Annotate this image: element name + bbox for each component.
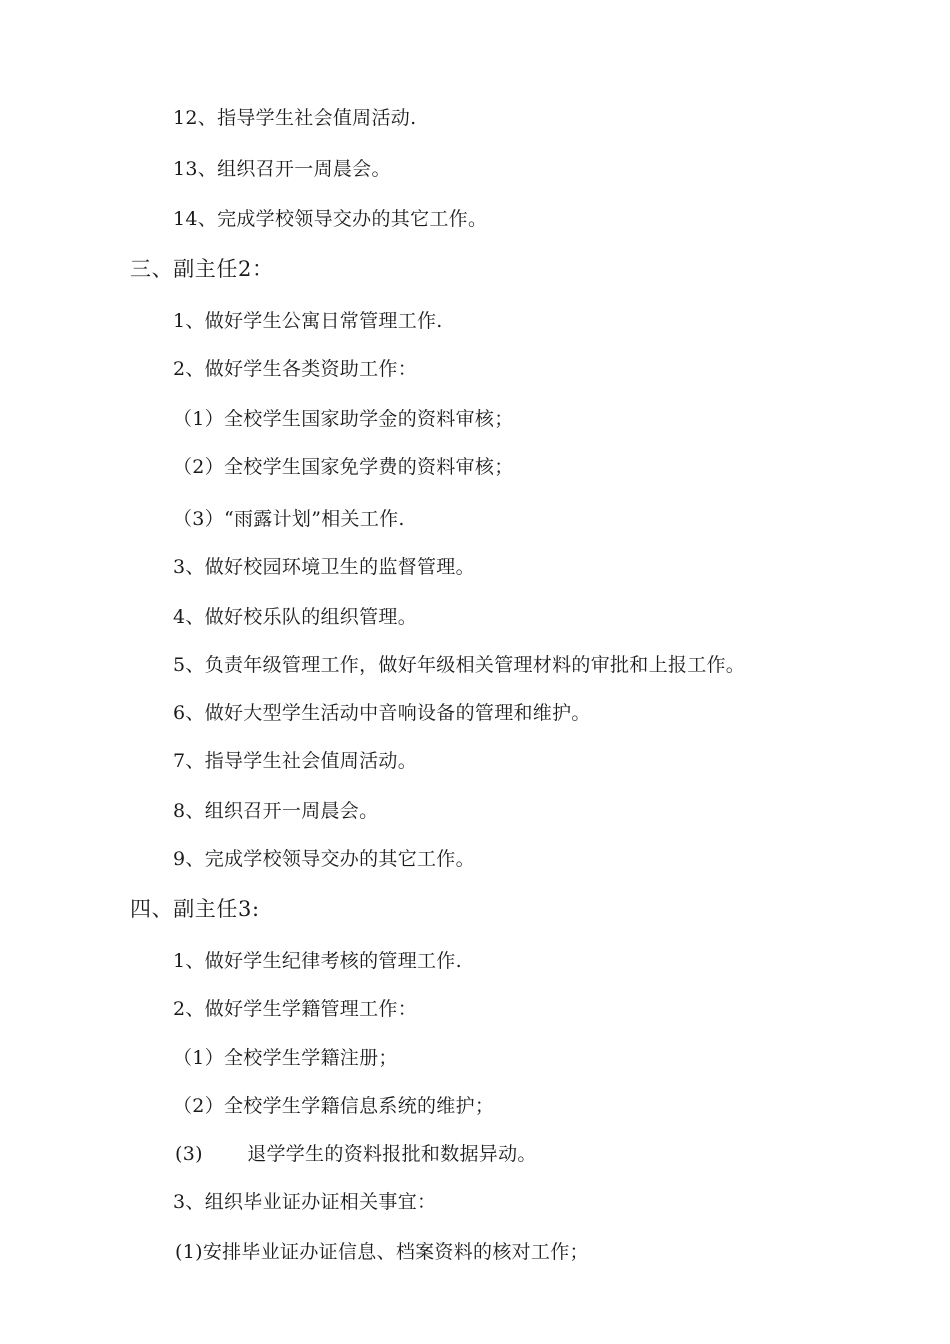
item-12: 12、指导学生社会值周活动.	[173, 107, 417, 129]
section-heading-4: 四、副主任3:	[130, 897, 260, 921]
section3-item-9: 9、完成学校领导交办的其它工作。	[173, 848, 475, 870]
section4-subitem-1: （1）全校学生学籍注册；	[173, 1047, 398, 1069]
section-heading-3: 三、副主任2：	[130, 257, 274, 281]
item-14: 14、完成学校领导交办的其它工作。	[173, 208, 488, 230]
section4-item-1: 1、做好学生纪律考核的管理工作.	[173, 950, 462, 972]
section3-item-1: 1、做好学生公寓日常管理工作.	[173, 310, 443, 332]
section3-subitem-2: （2）全校学生国家免学费的资料审核；	[173, 456, 514, 478]
section3-item-5: 5、负责年级管理工作，做好年级相关管理材料的审批和上报工作。	[173, 654, 746, 676]
section3-item-3: 3、做好校园环境卫生的监督管理。	[173, 556, 475, 578]
section3-item-2: 2、做好学生各类资助工作：	[173, 358, 417, 380]
section4-subitem-3: (3) 退学学生的资料报批和数据异动。	[175, 1143, 537, 1165]
section3-item-7: 7、指导学生社会值周活动。	[173, 750, 417, 772]
section3-subitem-3: （3）“雨露计划”相关工作.	[173, 508, 405, 530]
section4-item-3-subitem-1: (1)安排毕业证办证信息、档案资料的核对工作；	[175, 1241, 589, 1263]
section4-item-2: 2、做好学生学籍管理工作：	[173, 998, 417, 1020]
section4-item-3: 3、组织毕业证办证相关事宜：	[173, 1191, 437, 1213]
section3-item-8: 8、组织召开一周晨会。	[173, 800, 379, 822]
section3-item-4: 4、做好校乐队的组织管理。	[173, 606, 417, 628]
section3-subitem-1: （1）全校学生国家助学金的资料审核；	[173, 408, 514, 430]
section3-item-6: 6、做好大型学生活动中音响设备的管理和维护。	[173, 702, 591, 724]
item-13: 13、组织召开一周晨会。	[173, 158, 391, 180]
section4-subitem-2: （2）全校学生学籍信息系统的维护；	[173, 1095, 495, 1117]
